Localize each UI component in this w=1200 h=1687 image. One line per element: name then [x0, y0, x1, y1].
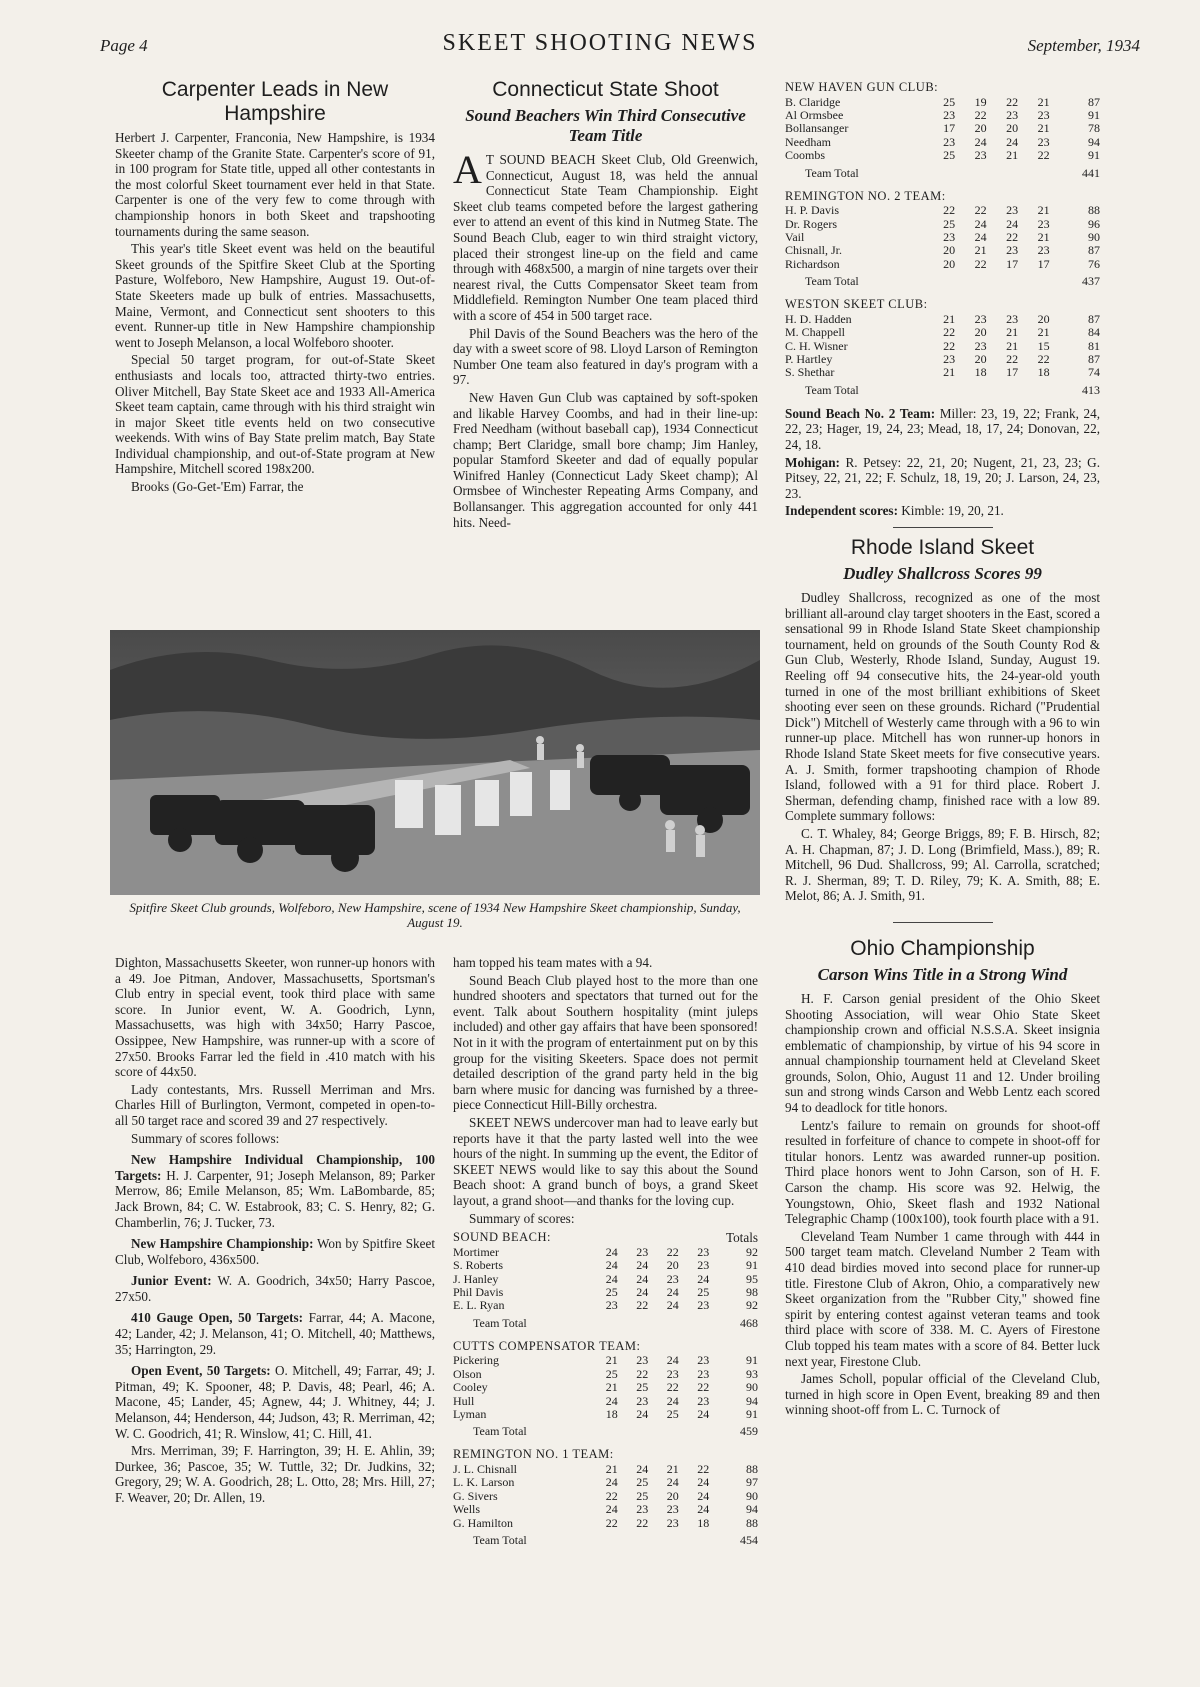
round-score: 23 — [943, 352, 956, 367]
shooter-name: Al Ormsbee — [785, 108, 844, 122]
round-score: 24 — [636, 1406, 649, 1421]
round-score: 24 — [666, 1353, 679, 1368]
photo-illustration — [110, 630, 760, 895]
shooter-total: 81 — [1088, 338, 1100, 353]
round-score: 21 — [605, 1380, 618, 1395]
round-score: 22 — [943, 203, 956, 218]
shooter-total: 90 — [746, 1380, 758, 1395]
shooter-name: Coombs — [785, 148, 826, 163]
shooter-total: 91 — [746, 1258, 758, 1273]
score-table — [785, 204, 1100, 271]
shooter-total: 74 — [1088, 365, 1100, 380]
round-score: 23 — [974, 311, 987, 326]
shooter-name: B. Claridge — [785, 94, 841, 109]
round-score: 23 — [666, 1366, 679, 1381]
table-row — [453, 1246, 758, 1259]
table-row — [785, 353, 1100, 366]
round-score: 25 — [605, 1284, 618, 1299]
shooter-name: Dr. Rogers — [785, 216, 837, 231]
shooter-name: P. Hartley — [785, 352, 833, 367]
round-score: 23 — [943, 230, 956, 245]
round-score: 23 — [943, 108, 956, 122]
round-score: 25 — [697, 1284, 710, 1299]
shooter-total: 95 — [746, 1271, 758, 1286]
round-score: 24 — [636, 1258, 649, 1273]
nh-article-continued — [115, 955, 435, 1508]
round-score: 20 — [974, 325, 987, 340]
shooter-total: 91 — [746, 1353, 758, 1368]
table-row — [453, 1517, 758, 1530]
table-row — [453, 1286, 758, 1299]
round-score: 24 — [605, 1502, 618, 1517]
round-score: 24 — [666, 1475, 679, 1490]
shooter-name: Wells — [453, 1502, 481, 1517]
team-total-row — [785, 382, 1100, 398]
skeet-grounds-photo — [110, 630, 760, 895]
shooter-total: 91 — [1088, 108, 1100, 122]
round-score: 24 — [605, 1244, 618, 1259]
shooter-total: 91 — [1088, 148, 1100, 163]
round-score: 24 — [697, 1502, 710, 1517]
shooter-name: L. K. Larson — [453, 1475, 515, 1490]
round-score: 18 — [605, 1406, 618, 1421]
round-score: 23 — [697, 1366, 710, 1381]
ct-paragraph: Phil Davis of the Sound Beachers was the hero of the day with a sweet score of 98. Lloyd Larson of Remington Number One team also featured in day's program with a 97. — [453, 325, 758, 388]
round-score: 20 — [666, 1258, 679, 1273]
score-table — [453, 1246, 758, 1313]
shooter-name: Hull — [453, 1393, 475, 1408]
shooter-name: J. L. Chisnall — [453, 1461, 518, 1476]
round-score: 21 — [1006, 338, 1019, 353]
round-score: 24 — [605, 1475, 618, 1490]
shooter-name: Richardson — [785, 256, 840, 271]
table-row — [785, 340, 1100, 353]
extra-score: Independent scores: Kimble: 19, 20, 21. — [785, 503, 1004, 519]
shooter-name: Needham — [785, 134, 831, 149]
shooter-total: 92 — [746, 1298, 758, 1313]
table-row — [453, 1299, 758, 1312]
shooter-total: 87 — [1088, 311, 1100, 326]
round-score: 22 — [1037, 148, 1050, 163]
round-score: 22 — [666, 1380, 679, 1395]
shooter-name: Pickering — [453, 1353, 499, 1368]
table-row — [453, 1368, 758, 1381]
round-score: 24 — [697, 1406, 710, 1421]
round-score: 21 — [1037, 325, 1050, 340]
team-total-label: Team Total — [473, 1532, 527, 1547]
round-score: 25 — [636, 1380, 649, 1395]
table-row — [453, 1476, 758, 1489]
shooter-total: 96 — [1088, 216, 1100, 231]
team-total-value: 441 — [1082, 165, 1100, 180]
team-total-row — [453, 1423, 758, 1439]
shooter-total: 76 — [1088, 256, 1100, 271]
shooter-total: 94 — [1088, 134, 1100, 149]
round-score: 21 — [1037, 94, 1050, 109]
team-total-label: Team Total — [805, 274, 859, 289]
shooter-name: G. Hamilton — [453, 1515, 513, 1530]
round-score: 21 — [605, 1461, 618, 1476]
round-score: 17 — [1006, 365, 1019, 380]
team-total-row — [785, 273, 1100, 289]
round-score: 21 — [666, 1461, 679, 1476]
shooter-name: Mortimer — [453, 1244, 499, 1259]
shooter-total: 88 — [746, 1515, 758, 1530]
score-table — [453, 1463, 758, 1530]
round-score: 23 — [666, 1515, 679, 1530]
round-score: 25 — [943, 94, 956, 109]
nh-summary: Junior Event: W. A. Goodrich, 34x50; Harry Pascoe, 27x50. — [115, 1273, 436, 1304]
table-row — [785, 109, 1100, 122]
shooter-total: 97 — [746, 1475, 758, 1490]
shooter-total: 78 — [1088, 121, 1100, 136]
shooter-name: Olson — [453, 1366, 482, 1381]
round-score: 24 — [666, 1284, 679, 1299]
team-name: SOUND BEACH: — [453, 1230, 552, 1245]
round-score: 24 — [605, 1271, 618, 1286]
round-score: 22 — [636, 1298, 649, 1313]
team-name: NEW HAVEN GUN CLUB: — [785, 80, 939, 94]
ri-paragraph: C. T. Whaley, 84; George Briggs, 89; F. B. Hirsch, 82; A. H. Chapman, 87; J. D. Long (Brimfield, Mass.), 89; R. Mitchell, 96 Dud. Shallcross, 99; Al. Carrolla, scratched; R. J. Sherman, 89; T. D. Riley, 79; K. A. Smith, 88; E. Melot, 86; A. J. Smith, 91. — [785, 825, 1100, 904]
shooter-name: Cooley — [453, 1380, 488, 1395]
round-score: 23 — [974, 338, 987, 353]
round-score: 21 — [943, 365, 956, 380]
nh-summary: Open Event, 50 Targets: O. Mitchell, 49; Farrar, 49; J. Pitman, 49; K. Spooner, 48; P. Davis, 48; Pearl, 46; A. Macone, 45; Lander, 45; Agnew, 44; J. Whitney, 44; J. Melanson, 44; Henderson, 44; Judson, 43; R. Merriman, 42; W. C. Goodrich, 41; R. Winslow, 41; C. Hill, 41. — [115, 1363, 435, 1441]
round-score: 23 — [697, 1353, 710, 1368]
table-row — [785, 204, 1100, 217]
table-row — [453, 1503, 758, 1516]
round-score: 24 — [636, 1461, 649, 1476]
team-header-row — [453, 1230, 758, 1246]
team-total-label: Team Total — [805, 165, 859, 180]
team-name: REMINGTON NO. 2 TEAM: — [785, 188, 946, 203]
totals-label: Totals — [725, 1230, 758, 1246]
score-table — [785, 313, 1100, 380]
ct-score-tables — [453, 1230, 758, 1548]
table-row — [785, 149, 1100, 162]
round-score: 15 — [1037, 338, 1050, 353]
oh-subtitle: Carson Wins Title in a Strong Wind — [817, 964, 1068, 984]
round-score: 22 — [1037, 352, 1050, 367]
ct-paragraph: A T SOUND BEACH Skeet Club, Old Greenwich, Connecticut, August 18, was held the annual Connecticut State Team Championship. Eight Skeet club teams competed before the largest gathering ever to attend an event of this kind in Nutmeg State. The Sound Beach Club, eager to win third straight victory, placed their strongest line-up on the field and came through with 468x500, a margin of nine targets over their nearest rival, the Cutts Compensator Skeet team from Middlefield. Remington Number One team placed third with a score of 454 in 500 target race. — [453, 147, 758, 323]
shooter-name: Bollansanger — [785, 121, 849, 136]
team-total-value: 459 — [740, 1424, 758, 1439]
round-score: 21 — [1037, 121, 1050, 136]
nh-paragraph: This year's title Skeet event was held on the beautiful Skeet grounds of the Spitfire Skeet Club at the Sporting Pasture, Wolfeboro, New Hampshire, August 19. Out-of-State Skeeters made up bulk of entries. Massachusetts, Maine, Vermont, and Connecticut sent shooters to this event. Runner-up title in New Hampshire championship went to Joseph Melanson, a local Wolfeboro shooter. — [115, 241, 435, 350]
round-score: 23 — [636, 1244, 649, 1259]
nh-title: Carpenter Leads in New Hampshire — [161, 78, 389, 125]
shooter-total: 87 — [1088, 94, 1100, 109]
table-row — [453, 1408, 758, 1421]
round-score: 20 — [974, 352, 987, 367]
shooter-total: 98 — [746, 1284, 758, 1299]
round-score: 25 — [636, 1488, 649, 1503]
nh-summary: New Hampshire Individual Championship, 100 Targets: H. J. Carpenter, 91; Joseph Melanson, 89; Parker Merrow, 86; Emile Melanson, 85; Wm. LaBombarde, 85; Jack Brown, 84; C. W. Estabrook, 83; C. S. Henry, 82; G. Chamberlin, 76; J. Tucker, 73. — [115, 1152, 435, 1230]
round-score: 25 — [943, 216, 956, 231]
team-name: CUTTS COMPENSATOR TEAM: — [453, 1338, 641, 1353]
shooter-name: J. Hanley — [453, 1271, 499, 1286]
shooter-name: H. D. Hadden — [785, 311, 852, 326]
round-score: 23 — [605, 1298, 618, 1313]
table-row — [785, 326, 1100, 339]
table-row — [453, 1463, 758, 1476]
round-score: 20 — [1037, 311, 1050, 326]
shooter-total: 90 — [746, 1488, 758, 1503]
round-score: 25 — [605, 1366, 618, 1381]
round-score: 17 — [1037, 256, 1050, 271]
round-score: 21 — [605, 1353, 618, 1368]
oh-paragraph: James Scholl, popular official of the Cleveland Club, turned in high score in Open Event, breaking 89 and then winning shoot-off from L. C. Turnock of — [785, 1371, 1100, 1418]
round-score: 22 — [974, 108, 987, 122]
team-total-value: 413 — [1082, 382, 1100, 397]
round-score: 20 — [974, 121, 987, 136]
table-row — [785, 122, 1100, 135]
round-score: 24 — [636, 1271, 649, 1286]
ct-paragraph: Summary of scores: — [469, 1210, 575, 1226]
ri-title: Rhode Island Skeet — [850, 536, 1035, 560]
round-score: 23 — [974, 148, 987, 163]
round-score: 22 — [605, 1488, 618, 1503]
ct-subtitle: Sound Beachers Win Third Consecutive Team Title — [465, 106, 746, 145]
round-score: 24 — [974, 216, 987, 231]
shooter-total: 87 — [1088, 352, 1100, 367]
round-score: 25 — [943, 148, 956, 163]
nh-paragraph: Dighton, Massachusetts Skeeter, won runner-up honors with a 49. Joe Pitman, Andover, Massachusetts, Sportsman's Club entry in special event, took third place with same score. In Junior event, W. A. Goodrich, Lynn, Massachusetts, was high with 34x50; Harry Pascoe, Ossippee, New Hampshire, was runner-up with a score of 27x50. Brooks Farrar led the field in .410 match with his score of 44x50. — [115, 955, 435, 1080]
shooter-name: C. H. Wisner — [785, 338, 848, 353]
table-row — [785, 231, 1100, 244]
round-score: 23 — [697, 1244, 710, 1259]
round-score: 18 — [1037, 365, 1050, 380]
round-score: 22 — [1006, 352, 1019, 367]
page-header — [0, 30, 1200, 64]
table-row — [785, 258, 1100, 271]
team-total-value: 454 — [740, 1532, 758, 1547]
round-score: 23 — [697, 1393, 710, 1408]
ri-subtitle: Dudley Shallcross Scores 99 — [843, 564, 1042, 584]
shooter-total: 90 — [1088, 230, 1100, 245]
round-score: 20 — [943, 256, 956, 271]
score-table — [453, 1354, 758, 1421]
round-score: 24 — [697, 1475, 710, 1490]
round-score: 18 — [974, 365, 987, 380]
oh-paragraph: H. F. Carson genial president of the Ohio Skeet Shooting Association, will wear Ohio State Skeet championship crown and official N.S.S.A. Skeet insignia emblematic of championship, by virtue of his 94 score in annual championship tournament held at Cleveland Skeet grounds, Solon, Ohio, August 11 and 12. Under broiling sun and strong winds Carson and Webb Lentz each scored 94 to deadlock for title honors. — [785, 990, 1100, 1116]
round-score: 22 — [943, 338, 956, 353]
table-row — [785, 244, 1100, 257]
photo-caption: Spitfire Skeet Club grounds, Wolfeboro, New Hampshire, scene of 1934 New Hampshire Skeet championship, Sunday, August 19. — [129, 900, 741, 930]
shooter-total: 91 — [746, 1406, 758, 1421]
round-score: 23 — [1037, 134, 1050, 149]
round-score: 24 — [1006, 216, 1019, 231]
round-score: 22 — [1006, 94, 1019, 109]
round-score: 24 — [605, 1393, 618, 1408]
table-row — [785, 136, 1100, 149]
round-score: 23 — [1006, 243, 1019, 258]
table-row — [453, 1354, 758, 1367]
score-table — [785, 96, 1100, 163]
table-row — [453, 1381, 758, 1394]
round-score: 23 — [636, 1353, 649, 1368]
nh-summary: New Hampshire Championship: Won by Spitfire Skeet Club, Wolfeboro, 436x500. — [115, 1236, 435, 1267]
round-score: 23 — [1037, 108, 1050, 122]
round-score: 22 — [697, 1380, 710, 1395]
page-number: Page 4 — [100, 36, 148, 55]
table-row — [785, 96, 1100, 109]
round-score: 23 — [666, 1502, 679, 1517]
round-score: 22 — [1006, 230, 1019, 245]
oh-paragraph: Lentz's failure to remain on grounds for shoot-off resulted in forfeiture of chance to compete in shoot-off for titular honors. Lentz was awarded runner-up position. Third place honors went to John Carson, son of H. F. Carson the champ. His score was 92. Helwig, the Youngstown, Ohio, Skeet flash and 1932 National Telegraphic Champ (100x100), took fourth place with a 91. — [785, 1117, 1100, 1227]
shooter-total: 92 — [746, 1244, 758, 1259]
nh-article — [115, 78, 435, 497]
round-score: 22 — [943, 325, 956, 340]
team-name: WESTON SKEET CLUB: — [785, 297, 928, 312]
round-score: 23 — [1006, 203, 1019, 218]
shooter-name: H. P. Davis — [785, 203, 840, 218]
ri-paragraph: Dudley Shallcross, recognized as one of the most brilliant all-around clay target shooters in the East, scored a sensational 99 in Rhode Island State Skeet championship tournament, held on grounds of the South County Rod & Gun Club, Westerly, Rhode Island, Sunday, August 19. Reeling off 94 consecutive hits, the 24-year-old youth turned in one of the most brilliant exhibitions of Skeet shooting ever seen on these grounds. Richard ("Prudential Dick") Mitchell of Westerly came through with a 96 to win runner-up place. Mitchell has won runner-up honors in Rhode Island State Skeet meets for five consecutive years. A. J. Smith, former trapshooting champion of Rhode Island, followed with a 91 for third place. Robert J. Sherman, defending champ, finished race with a low 89. Complete summary follows: — [785, 590, 1100, 824]
shooter-total: 94 — [746, 1393, 758, 1408]
round-score: 24 — [974, 230, 987, 245]
shooter-total: 84 — [1088, 325, 1100, 340]
oh-paragraph: Cleveland Team Number 1 came through with 444 in 500 target team match. Cleveland Number 2 Team with 410 dead birdies moved into second place for runner-up title. Firestone Club of Akron, Ohio, a comparatively new Skeet organization from the "Rubber City," showed fine spirit by entering contest against veteran teams and took third place with score of 338. M. C. Ayers of Firestone Club topped his team mates with a score of 84. Better luck next year, Firestone Club. — [785, 1228, 1100, 1369]
ct-title: Connecticut State Shoot — [492, 78, 719, 101]
table-row — [453, 1273, 758, 1286]
shooter-name: E. L. Ryan — [453, 1298, 505, 1313]
round-score: 24 — [697, 1271, 710, 1286]
shooter-name: S. Roberts — [453, 1258, 504, 1273]
round-score: 23 — [1037, 216, 1050, 231]
table-row — [785, 313, 1100, 326]
issue-date: September, 1934 — [1027, 36, 1140, 55]
drop-cap: A — [453, 147, 482, 192]
nh-paragraph: Special 50 target program, for out-of-State Skeet enthusiasts and locals too, attracted thirty-two entries. Oliver Mitchell, Bay State Skeet ace and 1933 All-America Skeet team captain, came through with his third straight win in major Skeet title events held on two consecutive weekends. With wins of Bay State prelim match, Bay State Individual championship, and out-of-State program at New Hampshire, Mitchell scored 198x200. — [115, 352, 435, 477]
shooter-total: 94 — [746, 1502, 758, 1517]
round-score: 21 — [1037, 230, 1050, 245]
shooter-name: G. Sivers — [453, 1488, 498, 1503]
extra-score: Mohigan: R. Petsey: 22, 21, 20; Nugent, 21, 23, 23; G. Pitsey, 22, 21, 22; F. Schulz, 18, 19, 20; J. Larson, 24, 23, 23. — [785, 454, 1100, 501]
round-score: 21 — [943, 311, 956, 326]
nh-paragraph: Herbert J. Carpenter, Franconia, New Hampshire, is 1934 Skeeter champ of the Granite State. Carpenter's score of 91, in 100 program for State title, upped all other contestants in the most colorful Skeet tournament ever held in that State. Carpenter is one of the very few to come through with championship honors in both Skeet and trapshooting tournaments during the same season. — [115, 130, 435, 239]
table-row — [453, 1259, 758, 1272]
round-score: 25 — [666, 1406, 679, 1421]
team-total-value: 437 — [1082, 274, 1100, 289]
round-score: 24 — [697, 1488, 710, 1503]
round-score: 23 — [1037, 243, 1050, 258]
right-column — [785, 80, 1100, 1420]
shooter-name: M. Chappell — [785, 325, 845, 340]
shooter-name: Vail — [785, 230, 805, 245]
nh-paragraph: Mrs. Merriman, 39; F. Harrington, 39; H. E. Ahlin, 39; Durkee, 36; Pascoe, 35; W. Tuttle, 32; Dr. Judkins, 32; Gregory, 29; W. A. Goodrich, 28; L. Otto, 28; Mrs. Hill, 27; F. Weaver, 20; Dr. Allen, 19. — [115, 1443, 435, 1505]
round-score: 20 — [943, 243, 956, 258]
publication-title: SKEET SHOOTING NEWS — [442, 30, 758, 56]
round-score: 23 — [1006, 108, 1019, 122]
round-score: 23 — [1006, 311, 1019, 326]
shooter-total: 93 — [746, 1366, 758, 1381]
round-score: 23 — [636, 1393, 649, 1408]
round-score: 25 — [636, 1475, 649, 1490]
table-row — [785, 218, 1100, 231]
round-score: 22 — [666, 1244, 679, 1259]
nh-paragraph: Lady contestants, Mrs. Russell Merriman and Mrs. Charles Hill of Burlington, Vermont, competed in open-to-all 50 target race and scored 39 and 27 respectively. — [115, 1081, 435, 1128]
round-score: 23 — [697, 1298, 710, 1313]
round-score: 23 — [697, 1258, 710, 1273]
nh-paragraph: Brooks (Go-Get-'Em) Farrar, the — [131, 479, 304, 495]
team-total-label: Team Total — [473, 1315, 527, 1330]
team-total-label: Team Total — [473, 1424, 527, 1439]
nh-paragraph: Summary of scores follows: — [131, 1130, 280, 1146]
shooter-total: 87 — [1088, 243, 1100, 258]
round-score: 17 — [943, 121, 956, 136]
round-score: 21 — [1037, 203, 1050, 218]
ct-article — [453, 78, 758, 532]
shooter-total: 88 — [1088, 203, 1100, 218]
divider — [893, 527, 993, 528]
round-score: 23 — [666, 1271, 679, 1286]
team-total-value: 468 — [740, 1315, 758, 1330]
round-score: 22 — [697, 1461, 710, 1476]
shooter-total: 88 — [746, 1461, 758, 1476]
round-score: 24 — [636, 1284, 649, 1299]
shooter-name: Chisnall, Jr. — [785, 243, 843, 258]
round-score: 19 — [974, 94, 987, 109]
round-score: 22 — [974, 256, 987, 271]
team-total-row — [453, 1532, 758, 1548]
round-score: 21 — [1006, 325, 1019, 340]
round-score: 24 — [666, 1298, 679, 1313]
round-score: 17 — [1006, 256, 1019, 271]
table-row — [453, 1490, 758, 1503]
round-score: 24 — [666, 1393, 679, 1408]
ct-paragraph: Sound Beach Club played host to the more than one hundred shooters and spectators that turned out for the event. Talk about Southern hospitality (mint juleps included) and other gay affairs that have been sponsored! Not in it with the program of entertainment put on by this group for the visiting Skeeters. Space does not permit detailed description of the grand party held in the big barn where music for dancing was furnished by a three-piece Connecticut Hill-Billy orchestra. — [453, 972, 758, 1113]
round-score: 21 — [974, 243, 987, 258]
team-total-row — [453, 1315, 758, 1331]
round-score: 22 — [636, 1515, 649, 1530]
ct-paragraph: SKEET NEWS undercover man had to leave early but reports have it that the party lasted well into the wee hours of the night. In summing up the event, the Editor of SKEET NEWS would like to say this about the Sound Beach shoot: A grand bunch of boys, a grand Skeet layout, a grand shoot—and thanks for the loving cup. — [453, 1114, 758, 1208]
table-row — [785, 366, 1100, 379]
round-score: 24 — [974, 134, 987, 149]
round-score: 24 — [1006, 134, 1019, 149]
team-name: REMINGTON NO. 1 TEAM: — [453, 1447, 614, 1462]
round-score: 24 — [605, 1258, 618, 1273]
ct-paragraph: New Haven Gun Club was captained by soft-spoken and likable Harvey Coombs, and had in their line-up: Fred Needham (without baseball cap), 1934 Connecticut champ; Bert Claridge, small bore champ; Jim Hanley, popular Stamford Skeeter and dad of equally popular Winifred Hanley (Connecticut Lady Skeet champ); Al Ormsbee of Winchester Repeating Arms Company, and Bollansanger. This aggregation accounted for only 441 hits. Need- — [453, 389, 758, 530]
round-score: 20 — [666, 1488, 679, 1503]
round-score: 18 — [697, 1515, 710, 1530]
round-score: 22 — [636, 1366, 649, 1381]
round-score: 23 — [943, 134, 956, 149]
round-score: 23 — [636, 1502, 649, 1517]
oh-title: Ohio Championship — [850, 936, 1035, 960]
divider — [893, 922, 993, 923]
ct-paragraph: ham topped his team mates with a 94. — [453, 955, 653, 970]
shooter-name: Lyman — [453, 1406, 487, 1421]
shooter-name: S. Shethar — [785, 365, 835, 380]
ct-article-continued — [453, 955, 758, 1556]
extra-score: Sound Beach No. 2 Team: Miller: 23, 19, 22; Frank, 24, 22, 23; Hager, 19, 24, 23; Mead, 18, 17, 24; Donovan, 22, 24, 18. — [785, 405, 1100, 453]
nh-summary: 410 Gauge Open, 50 Targets: Farrar, 44; A. Macone, 42; Lander, 42; J. Melanson, 41; O. Mitchell, 40; Matthews, 35; Harrington, 29. — [115, 1310, 435, 1357]
ct-score-tables-continued — [785, 80, 1100, 398]
shooter-name: Phil Davis — [453, 1284, 504, 1299]
team-total-label: Team Total — [805, 382, 859, 397]
round-score: 21 — [1006, 148, 1019, 163]
round-score: 22 — [605, 1515, 618, 1530]
round-score: 22 — [974, 203, 987, 218]
team-total-row — [785, 165, 1100, 181]
table-row — [453, 1395, 758, 1408]
round-score: 20 — [1006, 121, 1019, 136]
